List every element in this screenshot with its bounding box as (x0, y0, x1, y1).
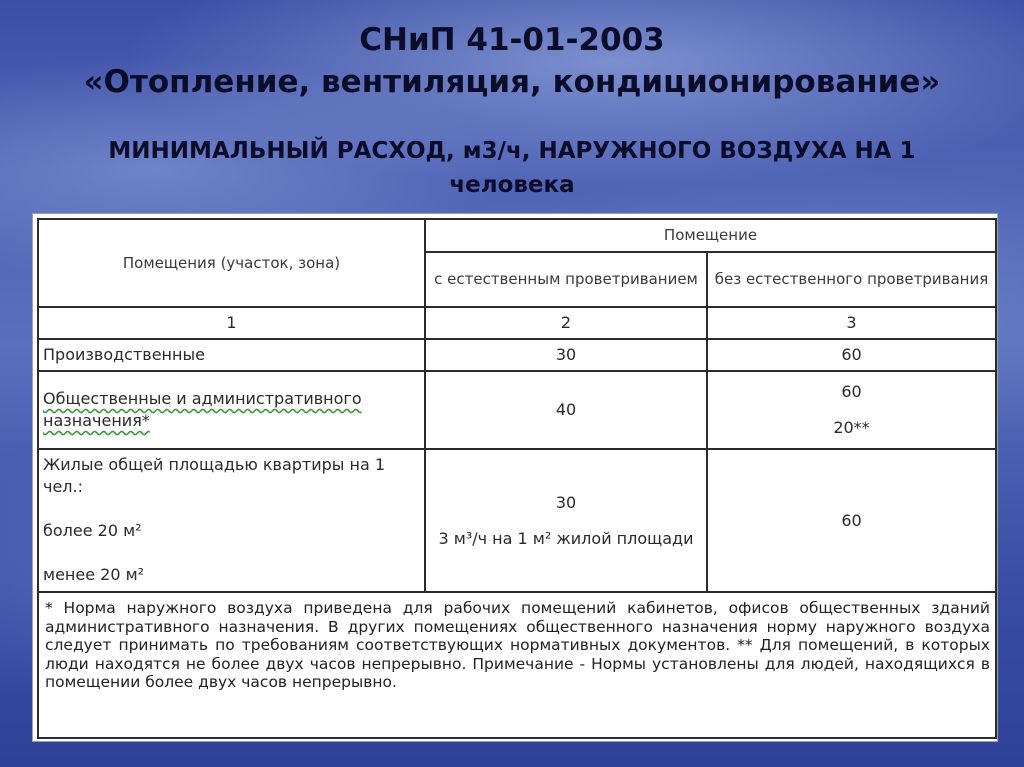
header-premises: Помещения (участок, зона) (38, 219, 425, 307)
row-no-natural-value-alt: 20** (833, 418, 870, 437)
row-subitem-less: менее 20 м² (43, 565, 145, 584)
row-name (38, 371, 425, 449)
row-natural-value: 40 (425, 371, 707, 449)
row-name (38, 449, 425, 592)
row-no-natural-values (707, 371, 996, 449)
col-number-3: 3 (707, 307, 996, 339)
row-no-natural-value: 60 (707, 339, 996, 371)
col-number-1: 1 (38, 307, 425, 339)
header-natural: с естественным проветриванием (425, 252, 707, 307)
header-group: Помещение (425, 219, 996, 252)
table-row (38, 371, 996, 449)
row-natural-value: 30 (555, 492, 577, 512)
table-caption-line2: человека (449, 172, 575, 198)
page-title: СНиП 41-01-2003 (359, 22, 665, 58)
air-rate-table (37, 218, 997, 739)
row-name-text: Жилые общей площадью квартиры на 1 чел.: (43, 455, 386, 496)
row-natural-value: 30 (425, 339, 707, 371)
table-caption: МИНИМАЛЬНЫЙ РАСХОД, м3/ч, НАРУЖНОГО ВОЗДУХА НА 1 (108, 138, 916, 164)
row-name: Производственные (38, 339, 425, 371)
table-row (38, 449, 996, 592)
footnote: * Норма наружного воздуха приведена для рабочих помещений кабинетов, офисов общественных зданий административного назначения. В других помещениях общественного назначения норму наружного воздуха следует принимать по требованиям соответствующих нормативных документов. ** Для помещений, в которых люди находятся не более двух часов непрерывно. Примечание - Нормы установлены для людей, находящихся в помещении более двух часов непрерывно. (38, 592, 996, 738)
row-natural-value-alt: 3 м³/ч на 1 м² жилой площади (438, 528, 694, 548)
table-panel (32, 213, 998, 742)
row-no-natural-value: 60 (707, 449, 996, 592)
row-natural-values (425, 449, 707, 592)
page-title-line2: «Отопление, вентиляция, кондиционирование» (83, 64, 941, 100)
col-number-2: 2 (425, 307, 707, 339)
table-row (38, 339, 996, 371)
row-no-natural-value: 60 (841, 382, 862, 401)
header-no-natural: без естественного проветривания (707, 252, 996, 307)
row-name-text: Общественные и административного назначения* (43, 389, 362, 430)
row-subitem-more: более 20 м² (43, 521, 142, 540)
